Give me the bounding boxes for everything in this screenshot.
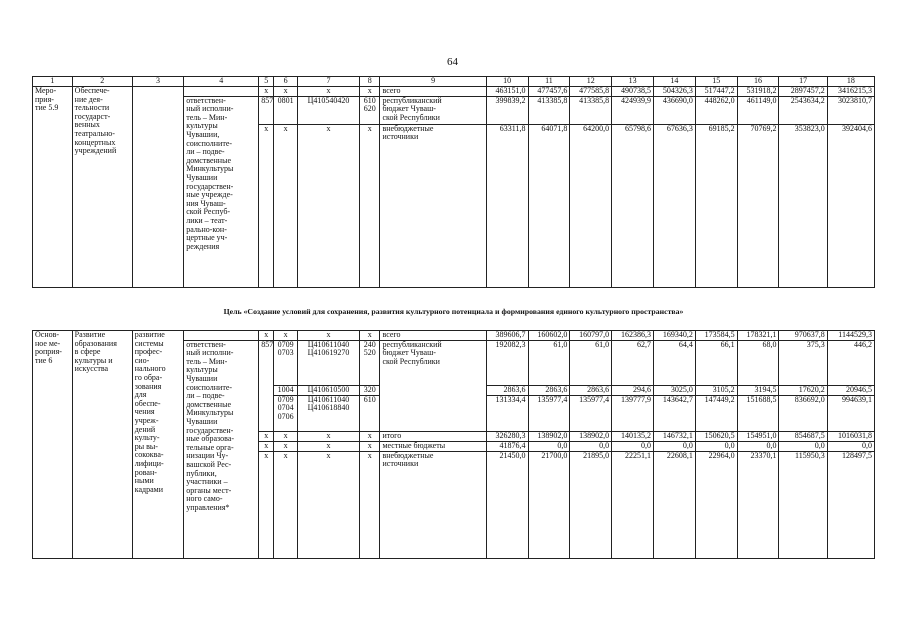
header-row — [33, 77, 875, 87]
value-cell: 150620,5 — [695, 431, 737, 441]
value-cell: 448262,0 — [695, 96, 737, 124]
code-cell: x — [259, 451, 274, 558]
code-cell: Ц410611040 Ц410618840 — [297, 395, 359, 431]
event-name: Обеспече- ние дея- тельности государст- венных театрально- концертных учреждений — [72, 87, 132, 288]
value-cell: 2863,6 — [570, 385, 612, 395]
column-number: 6 — [274, 77, 298, 87]
value-cell: 0,0 — [653, 441, 695, 451]
code-cell: x — [274, 451, 298, 558]
value-cell: 490738,5 — [612, 87, 654, 97]
code-cell: Ц410610500 — [297, 385, 359, 395]
value-cell: 162386,3 — [612, 331, 654, 341]
empty-cell — [184, 87, 259, 97]
budget-table-part1 — [32, 76, 875, 288]
code-cell: x — [360, 451, 380, 558]
code-cell: x — [274, 331, 298, 341]
column-number: 7 — [297, 77, 359, 87]
value-cell: 517447,2 — [695, 87, 737, 97]
code-cell: x — [360, 431, 380, 441]
value-cell: 131334,4 — [486, 395, 528, 431]
source-label: внебюджетные источники — [380, 451, 486, 558]
value-cell: 61,0 — [528, 340, 570, 385]
value-cell: 169340,2 — [653, 331, 695, 341]
code-cell: 0709 0703 — [274, 340, 298, 385]
row-total — [33, 87, 875, 97]
value-cell: 1016031,8 — [827, 431, 874, 441]
code-cell: x — [274, 87, 298, 97]
column-number: 13 — [612, 77, 654, 87]
value-cell: 446,2 — [827, 340, 874, 385]
value-cell: 3023810,7 — [827, 96, 874, 124]
code-cell: x — [259, 431, 274, 441]
value-cell: 160602,0 — [528, 331, 570, 341]
source-label: республиканский бюджет Чуваш- ской Республики — [380, 340, 486, 431]
code-cell: x — [360, 441, 380, 451]
value-cell: 21450,0 — [486, 451, 528, 558]
value-cell: 436690,0 — [653, 96, 695, 124]
value-cell: 970637,8 — [779, 331, 827, 341]
code-cell: 320 — [360, 385, 380, 395]
value-cell: 64071,8 — [528, 124, 570, 287]
value-cell: 399839,2 — [486, 96, 528, 124]
value-cell: 22608,1 — [653, 451, 695, 558]
source-label: внебюджетные источники — [380, 124, 486, 287]
value-cell: 504326,3 — [653, 87, 695, 97]
value-cell: 143642,7 — [653, 395, 695, 431]
code-cell: x — [259, 331, 274, 341]
code-cell: x — [360, 124, 380, 287]
value-cell: 20946,5 — [827, 385, 874, 395]
value-cell: 389606,7 — [486, 331, 528, 341]
value-cell: 128497,5 — [827, 451, 874, 558]
value-cell: 375,3 — [779, 340, 827, 385]
value-cell: 135977,4 — [528, 395, 570, 431]
value-cell: 854687,5 — [779, 431, 827, 441]
code-cell: 610 — [360, 395, 380, 431]
column-number: 8 — [360, 77, 380, 87]
column-number: 4 — [184, 77, 259, 87]
value-cell: 353823,0 — [779, 124, 827, 287]
code-cell: 240 520 — [360, 340, 380, 385]
value-cell: 531918,2 — [737, 87, 779, 97]
event-name: Развитие образования в сфере культуры и искусства — [72, 331, 132, 559]
value-cell: 21700,0 — [528, 451, 570, 558]
value-cell: 22251,1 — [612, 451, 654, 558]
goal-heading: Цель «Создание условий для сохранения, развития культурного потенциала и формирования единого культурного пространства» — [223, 307, 684, 316]
value-cell: 3416215,3 — [827, 87, 874, 97]
source-label: всего — [380, 331, 486, 341]
code-cell: Ц410540420 — [297, 96, 359, 124]
column-number: 18 — [827, 77, 874, 87]
value-cell: 2863,6 — [528, 385, 570, 395]
code-cell: 0801 — [274, 96, 298, 124]
source-label: местные бюджеты — [380, 441, 486, 451]
code-cell: x — [259, 441, 274, 451]
code-cell: 857 — [259, 340, 274, 431]
value-cell: 0,0 — [570, 441, 612, 451]
value-cell: 0,0 — [528, 441, 570, 451]
value-cell: 424939,9 — [612, 96, 654, 124]
value-cell: 41876,4 — [486, 441, 528, 451]
value-cell: 139777,9 — [612, 395, 654, 431]
code-cell: x — [297, 451, 359, 558]
page-number: 64 — [447, 56, 458, 68]
code-cell: x — [360, 87, 380, 97]
value-cell: 64200,0 — [570, 124, 612, 287]
value-cell: 62,7 — [612, 340, 654, 385]
value-cell: 69185,2 — [695, 124, 737, 287]
empty-cell — [184, 331, 259, 341]
value-cell: 1144529,3 — [827, 331, 874, 341]
row-total — [33, 331, 875, 341]
column-number: 5 — [259, 77, 274, 87]
task-description: развитие системы профес- сио- нального го обра- зования для обеспе- чения учреж- дений культу- ры вы- сококва- лифици- рован- ными кадрами — [132, 331, 183, 559]
value-cell: 135977,4 — [570, 395, 612, 431]
value-cell: 0,0 — [612, 441, 654, 451]
column-number: 11 — [528, 77, 570, 87]
value-cell: 3194,5 — [737, 385, 779, 395]
code-cell: 610 620 — [360, 96, 380, 124]
code-cell: 1004 — [274, 385, 298, 395]
value-cell: 138902,0 — [570, 431, 612, 441]
value-cell: 68,0 — [737, 340, 779, 385]
value-cell: 70769,2 — [737, 124, 779, 287]
value-cell: 17620,2 — [779, 385, 827, 395]
code-cell: x — [259, 87, 274, 97]
empty-cell — [132, 87, 183, 288]
column-number: 17 — [779, 77, 827, 87]
value-cell: 66,1 — [695, 340, 737, 385]
code-cell: x — [297, 124, 359, 287]
column-number: 14 — [653, 77, 695, 87]
responsible-executor: ответствен- ный исполни- тель – Мин- культуры Чувашии соисполните- ли – подве- домственные Минкультуры Чувашии государствен- ные образова- тельные орга- низации Чу- вашской Рес- публики, участники – органы мест- ного само- управления* — [184, 340, 259, 558]
code-cell: x — [274, 441, 298, 451]
value-cell: 115950,3 — [779, 451, 827, 558]
event-code: Меро- прия- тие 5.9 — [33, 87, 73, 288]
code-cell: x — [274, 124, 298, 287]
value-cell: 413385,8 — [570, 96, 612, 124]
column-number: 1 — [33, 77, 73, 87]
value-cell: 192082,3 — [486, 340, 528, 385]
value-cell: 61,0 — [570, 340, 612, 385]
value-cell: 0,0 — [827, 441, 874, 451]
column-number: 15 — [695, 77, 737, 87]
value-cell: 392404,6 — [827, 124, 874, 287]
value-cell: 461149,0 — [737, 96, 779, 124]
event-code: Основ- ное ме- роприя- тие 6 — [33, 331, 73, 559]
code-cell: x — [259, 124, 274, 287]
value-cell: 477457,6 — [528, 87, 570, 97]
value-cell: 178321,1 — [737, 331, 779, 341]
value-cell: 994639,1 — [827, 395, 874, 431]
value-cell: 3025,0 — [653, 385, 695, 395]
code-cell: x — [297, 441, 359, 451]
column-number: 3 — [132, 77, 183, 87]
code-cell: x — [297, 431, 359, 441]
value-cell: 2863,6 — [486, 385, 528, 395]
value-cell: 154951,0 — [737, 431, 779, 441]
code-cell: 857 — [259, 96, 274, 124]
value-cell: 160797,0 — [570, 331, 612, 341]
code-cell: x — [297, 87, 359, 97]
code-cell: Ц410611040 Ц410619270 — [297, 340, 359, 385]
code-cell: x — [297, 331, 359, 341]
code-cell: 0709 0704 0706 — [274, 395, 298, 431]
value-cell: 0,0 — [779, 441, 827, 451]
value-cell: 63311,8 — [486, 124, 528, 287]
column-number: 16 — [737, 77, 779, 87]
value-cell: 3105,2 — [695, 385, 737, 395]
value-cell: 140135,2 — [612, 431, 654, 441]
value-cell: 138902,0 — [528, 431, 570, 441]
value-cell: 326280,3 — [486, 431, 528, 441]
value-cell: 146732,1 — [653, 431, 695, 441]
value-cell: 477585,8 — [570, 87, 612, 97]
source-label: итого — [380, 431, 486, 441]
value-cell: 64,4 — [653, 340, 695, 385]
value-cell: 413385,8 — [528, 96, 570, 124]
source-label: республиканский бюджет Чуваш- ской Республики — [380, 96, 486, 124]
budget-table-part2 — [32, 330, 875, 559]
code-cell: x — [360, 331, 380, 341]
value-cell: 2543634,2 — [779, 96, 827, 124]
value-cell: 463151,0 — [486, 87, 528, 97]
value-cell: 23370,1 — [737, 451, 779, 558]
column-number: 9 — [380, 77, 486, 87]
value-cell: 0,0 — [737, 441, 779, 451]
value-cell: 0,0 — [695, 441, 737, 451]
value-cell: 294,6 — [612, 385, 654, 395]
value-cell: 836692,0 — [779, 395, 827, 431]
source-label: всего — [380, 87, 486, 97]
value-cell: 67636,3 — [653, 124, 695, 287]
column-number: 10 — [486, 77, 528, 87]
value-cell: 147449,2 — [695, 395, 737, 431]
value-cell: 65798,6 — [612, 124, 654, 287]
responsible-executor: ответствен- ный исполни- тель – Мин- культуры Чувашии, соисполните- ли – подве- домственные Минкультуры Чувашии государствен- ные учрежде- ния Чуваш- ской Респуб- лики – теат- рально-кон- цертные уч- реждения — [184, 96, 259, 287]
value-cell: 151688,5 — [737, 395, 779, 431]
code-cell: x — [274, 431, 298, 441]
value-cell: 2897457,2 — [779, 87, 827, 97]
column-number: 12 — [570, 77, 612, 87]
column-number: 2 — [72, 77, 132, 87]
value-cell: 173584,5 — [695, 331, 737, 341]
value-cell: 21895,0 — [570, 451, 612, 558]
value-cell: 22964,0 — [695, 451, 737, 558]
